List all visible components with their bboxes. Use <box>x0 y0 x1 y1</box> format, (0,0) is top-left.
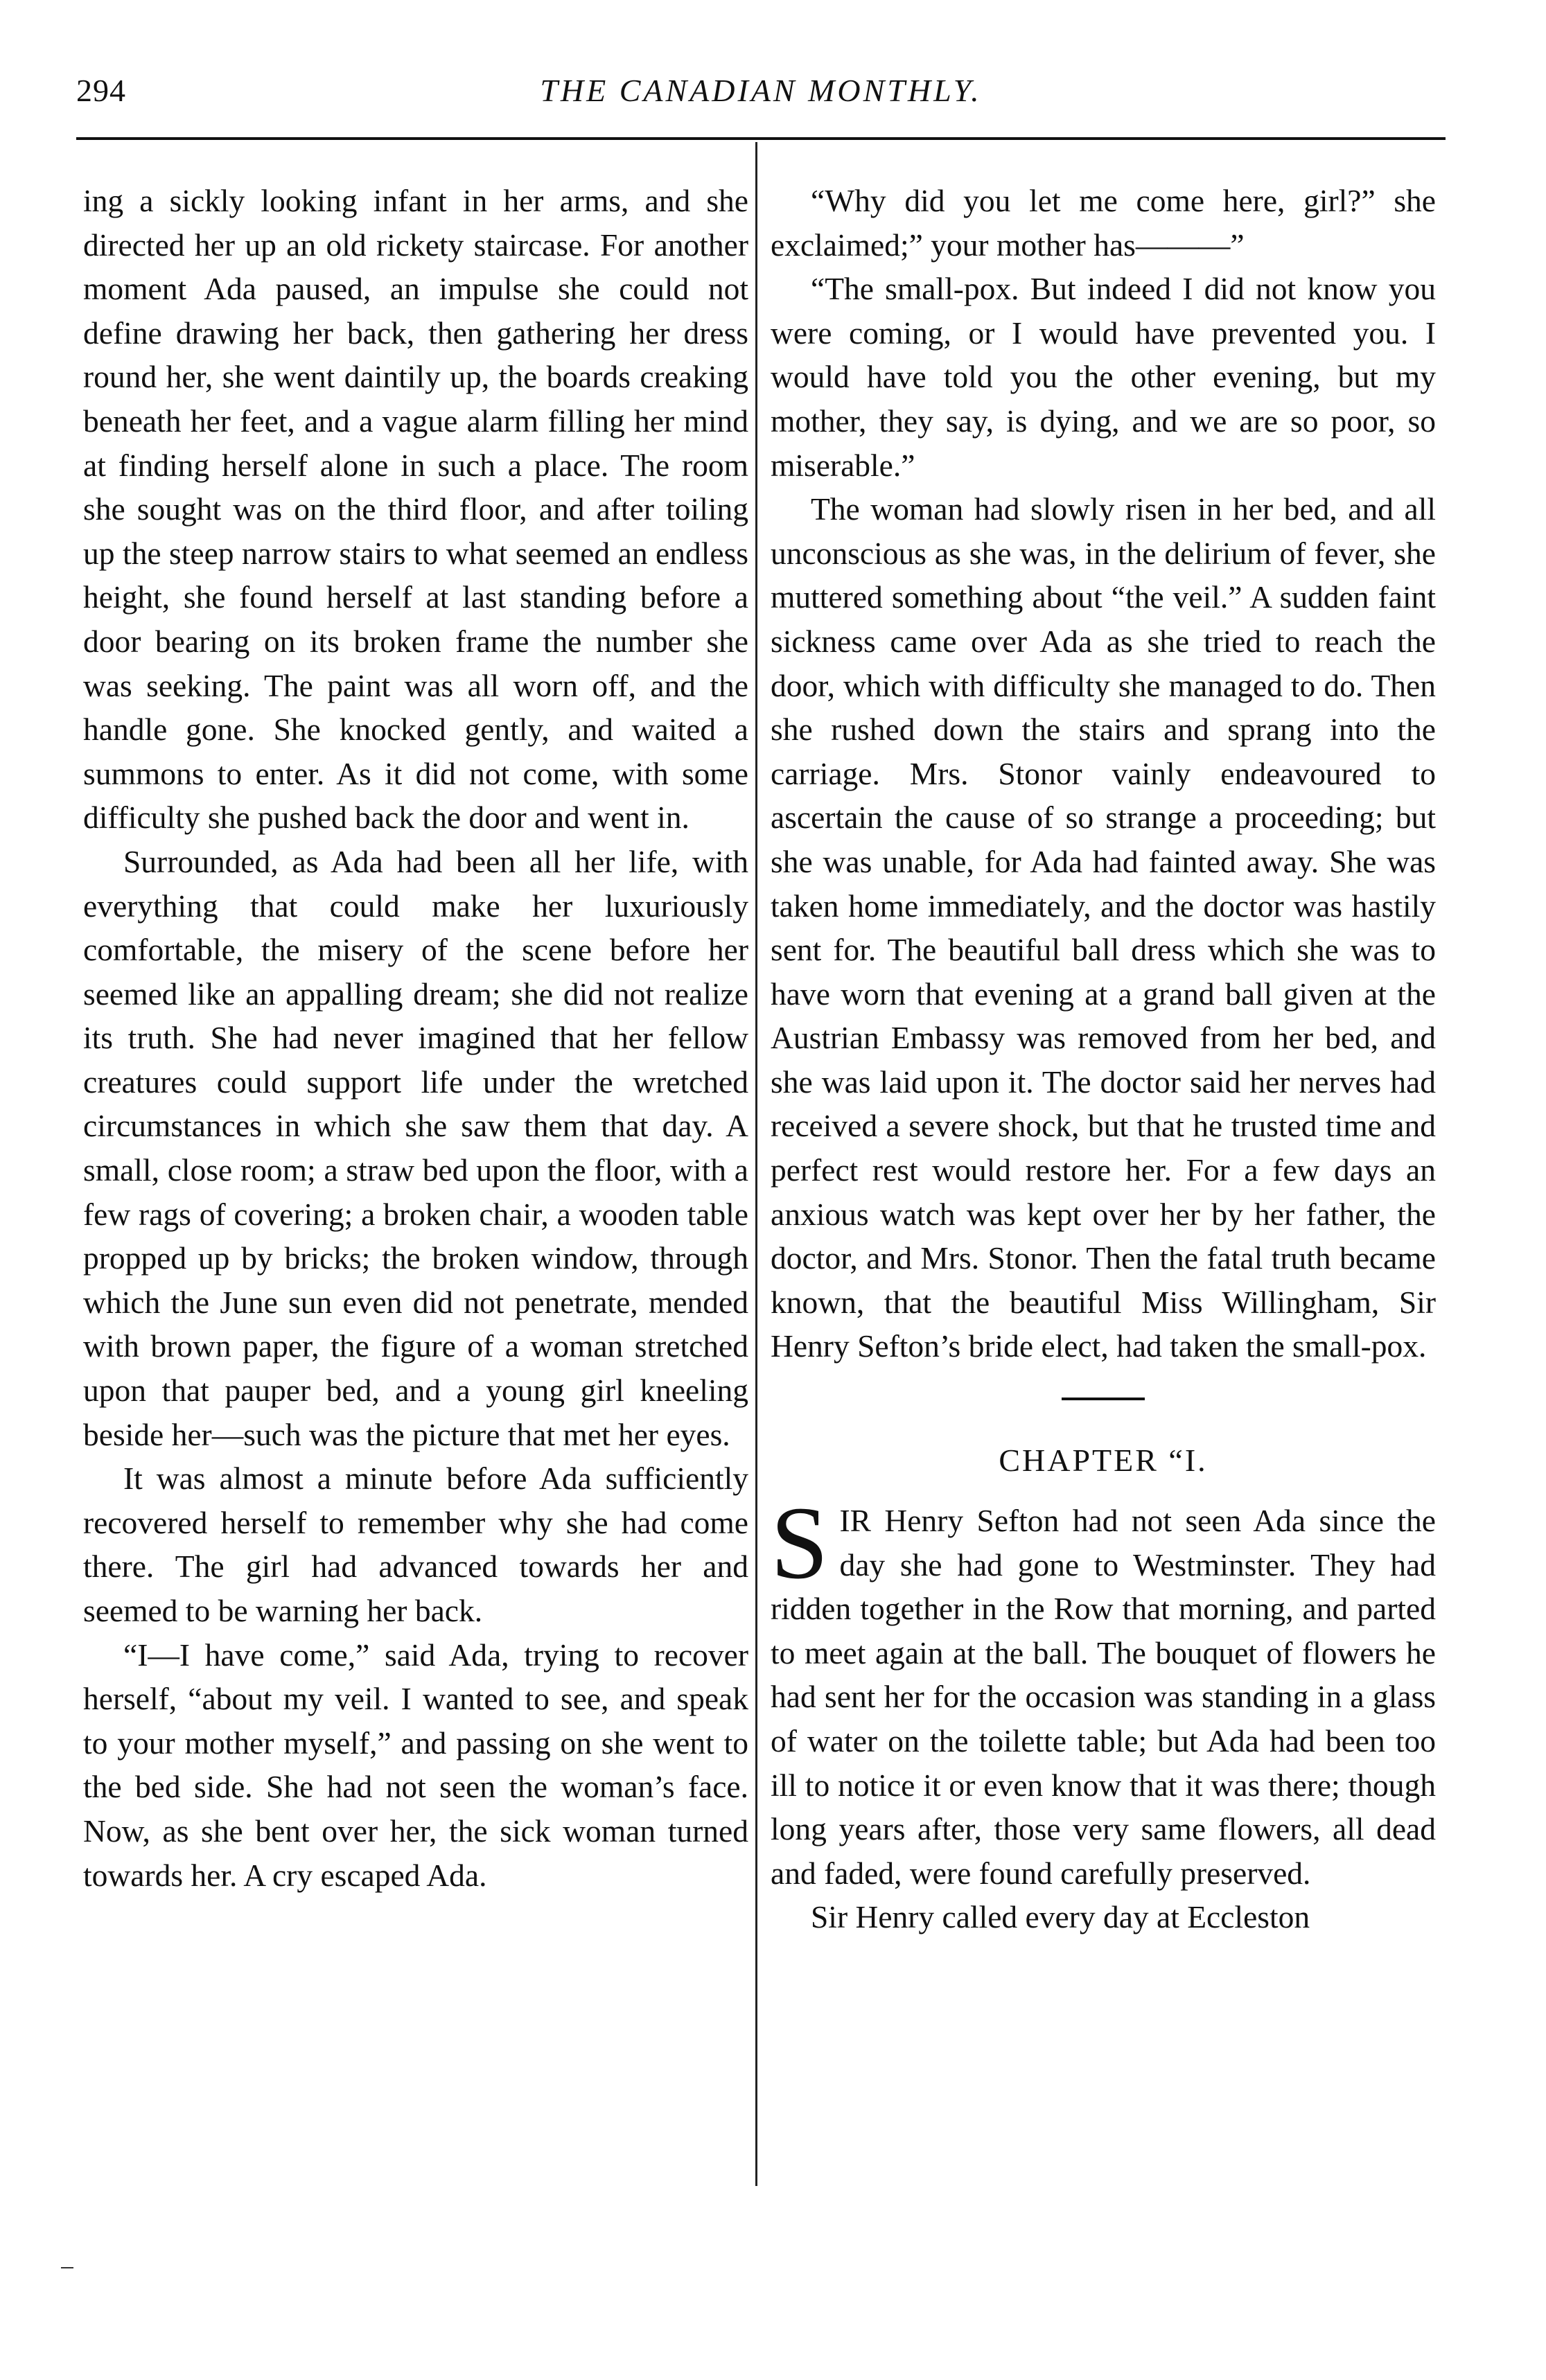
header-rule <box>76 137 1446 140</box>
column-divider <box>755 142 757 2186</box>
paragraph: ing a sickly looking infant in her arms, and she directed her up an old rickety staircase. For another moment Ada paused, an impulse she could not define drawing her back, then gathering her dress round her, she went daintily up, the boards creaking beneath her feet, and a vague alarm filling her mind at finding herself alone in such a place. The room she sought was on the third floor, and after toiling up the steep narrow stairs to what seemed an endless height, she found herself at last standing before a door bearing on its broken frame the number she was seeking. The paint was all worn off, and the handle gone. She knocked gently, and waited a summons to enter. As it did not come, with some difficulty she pushed back the door and went in. <box>83 183 748 836</box>
chapter-opening-paragraph <box>771 1486 1436 1895</box>
margin-mark <box>61 2267 73 2268</box>
left-column <box>83 179 748 1897</box>
section-divider <box>1062 1398 1145 1400</box>
paragraph: The woman had slowly risen in her bed, and all unconscious as she was, in the delirium of fever, she muttered something about “the veil.” A sudden faint sickness came over Ada as she tried to reach the door, which with difficulty she managed to do. Then she rushed down the stairs and sprang into the carriage. Mrs. Stonor vainly endeavoured to ascertain the cause of so strange a proceeding; but she was unable, for Ada had fainted away. She was taken home immediately, and the doctor was hastily sent for. The beautiful ball dress which she was to have worn that evening at a grand ball given at the Austrian Embassy was removed from her bed, and she was laid upon it. The doctor said her nerves had received a severe shock, but that he trusted time and perfect rest would restore her. For a few days an anxious watch was kept over her by her father, the doctor, and Mrs. Stonor. Then the fatal truth became known, that the beautiful Miss Willingham, Sir Henry Sefton’s bride elect, had taken the small-pox. <box>771 491 1436 1364</box>
running-title: THE CANADIAN MONTHLY. <box>540 73 982 108</box>
paragraph: It was almost a minute before Ada sufficiently recovered herself to remember why she had come there. The girl had advanced towards her and seemed to be warning her back. <box>83 1461 748 1628</box>
right-column <box>771 179 1436 1939</box>
paragraph: “I—I have come,” said Ada, trying to recover herself, “about my veil. I wanted to see, and speak to your mother myself,” and passing on she went to the bed side. She had not seen the woman’s face. Now, as she bent over her, the sick woman turned towards her. A cry escaped Ada. <box>83 1637 748 1893</box>
paragraph-text: IR Henry Sefton had not seen Ada since the day she had gone to Westminster. They had ridden together in the Row that morning, and parted to meet again at the ball. The bouquet of flowers he had sent her for the occasion was standing in a glass of water on the toilette table; but Ada had been too ill to notice it or even know that it was there; though long years after, those very same flowers, all dead and faded, were found carefully preserved. <box>771 1503 1436 1891</box>
paragraph: “Why did you let me come here, girl?” she exclaimed;” your mother has———” <box>771 183 1436 263</box>
paragraph: “The small-pox. But indeed I did not know you were coming, or I would have prevented you. I would have told you the other evening, but my mother, they say, is dying, and we are so poor, so miserable.” <box>771 271 1436 483</box>
running-header <box>76 72 1446 127</box>
page-number: 294 <box>76 73 126 108</box>
paragraph: Sir Henry called every day at Eccleston <box>811 1899 1310 1935</box>
chapter-heading: CHAPTER “I. <box>999 1443 1208 1479</box>
paragraph: Surrounded, as Ada had been all her life, with everything that could make her luxuriously comfortable, the misery of the scene before her seemed like an appalling dream; she did not realize its truth. She had never imagined that her fellow creatures could support life under the wretched circumstances in which she saw them that day. A small, close room; a straw bed upon the floor, with a few rags of covering; a broken chair, a wooden table propped up by bricks; the broken window, through which the June sun even did not penetrate, mended with brown paper, the figure of a woman stretched upon that pauper bed, and a young girl kneeling beside her—such was the picture that met her eyes. <box>83 843 748 1452</box>
drop-cap: S <box>771 1486 829 1601</box>
